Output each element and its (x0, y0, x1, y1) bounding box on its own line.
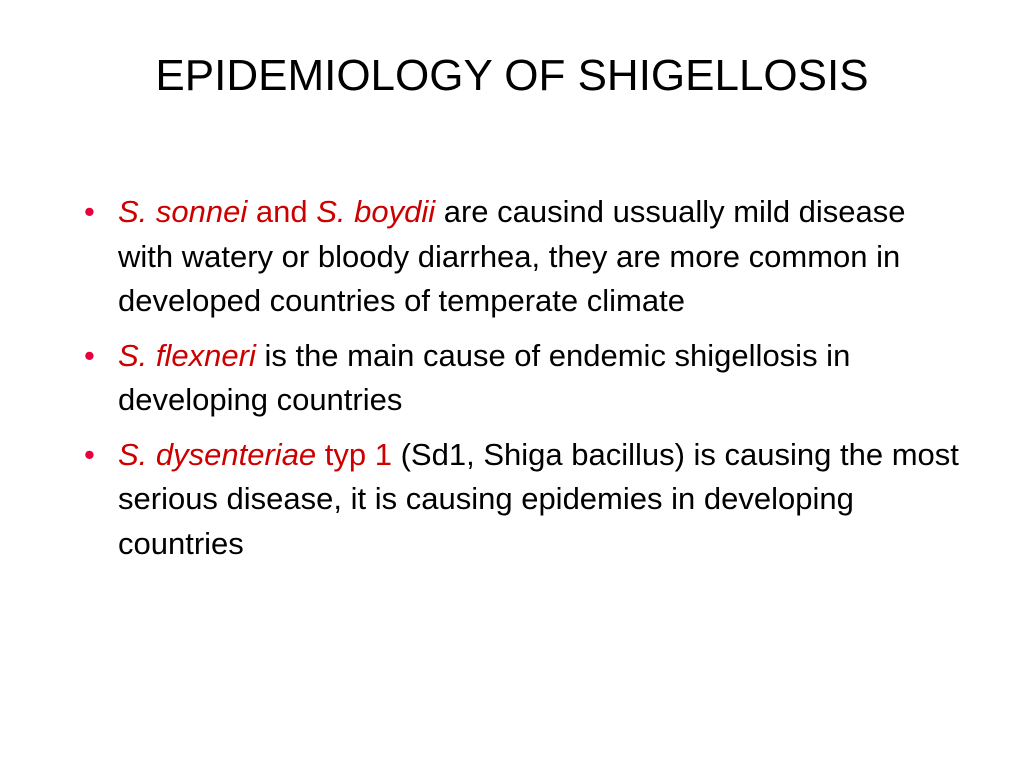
bullet-icon: • (84, 337, 95, 373)
species-name-flexneri: S. flexneri (118, 337, 256, 373)
bullet-item-sonnei-boydii (80, 190, 960, 324)
species-name-dysenteriae: S. dysenteriae (118, 436, 317, 472)
bullet-list (80, 190, 960, 576)
connector-text: and (247, 194, 317, 229)
bullet-text: are causind ussually mild disease with watery or bloody diarrhea, they are more common in developed countries of temperate climate (118, 194, 906, 318)
bullet-icon: • (84, 194, 95, 229)
bullet-text: is the main cause of endemic shigellosis in developing countries (118, 337, 851, 417)
slide-title: EPIDEMIOLOGY OF SHIGELLOSIS (155, 51, 869, 100)
bullet-icon: • (84, 436, 95, 472)
species-name-sonnei: S. sonnei (118, 194, 248, 229)
species-name-boydii: S. boydii (316, 194, 436, 229)
type-label: typ 1 (316, 436, 392, 472)
bullet-item-flexneri (80, 334, 960, 423)
bullet-text: (Sd1, Shiga bacillus) is causing the most serious disease, it is causing epidemies in developing countries (118, 436, 959, 561)
bullet-item-dysenteriae (80, 433, 960, 567)
